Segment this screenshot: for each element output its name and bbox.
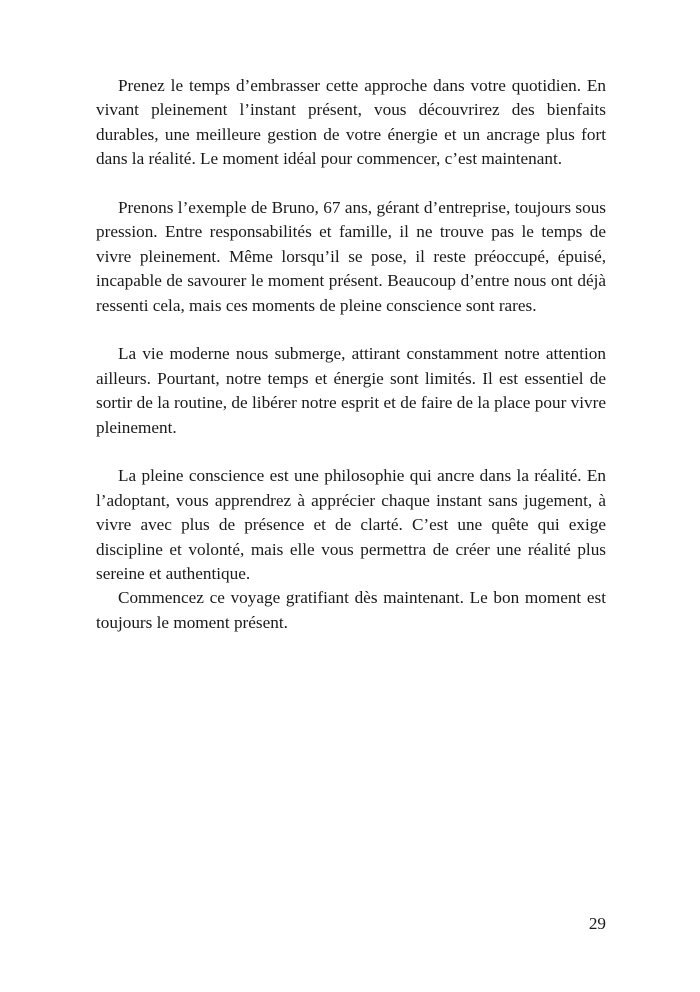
page-number: 29 (588, 914, 606, 933)
paragraph-5: Commencez ce voyage gratifiant dès maintenant. Le bon moment est toujours le moment présent. (96, 588, 606, 632)
paragraph-2: Prenons l’exemple de Bruno, 67 ans, gérant d’entreprise, toujours sous pression. Entre responsabilités et famille, il ne trouve pas le temps de vivre pleinement. Même lorsqu’il se pose, il reste préoccupé, épuisé, incapable de savourer le moment présent. Beaucoup d’entre nous ont déjà ressenti cela, mais ces moments de pleine conscience sont rares. (96, 198, 606, 315)
paragraph-1: Prenez le temps d’embrasser cette approche dans votre quotidien. En vivant pleinement l’instant présent, vous découvrirez des bienfaits durables, une meilleure gestion de votre énergie et un ancrage plus fort dans la réalité. Le moment idéal pour commencer, c’est maintenant. (96, 76, 606, 169)
paragraph-4: La pleine conscience est une philosophie qui ancre dans la réalité. En l’adoptant, vous apprendrez à apprécier chaque instant sans jugement, à vivre avec plus de présence et de clarté. C’est une quête qui exige discipline et volonté, mais elle vous permettra de créer une réalité plus sereine et authentique. (96, 466, 606, 584)
body-text (96, 74, 606, 635)
paragraph-3: La vie moderne nous submerge, attirant constamment notre attention ailleurs. Pourtant, notre temps et énergie sont limités. Il est essentiel de sortir de la routine, de libérer notre esprit et de faire de la place pour vivre pleinement. (96, 344, 606, 437)
